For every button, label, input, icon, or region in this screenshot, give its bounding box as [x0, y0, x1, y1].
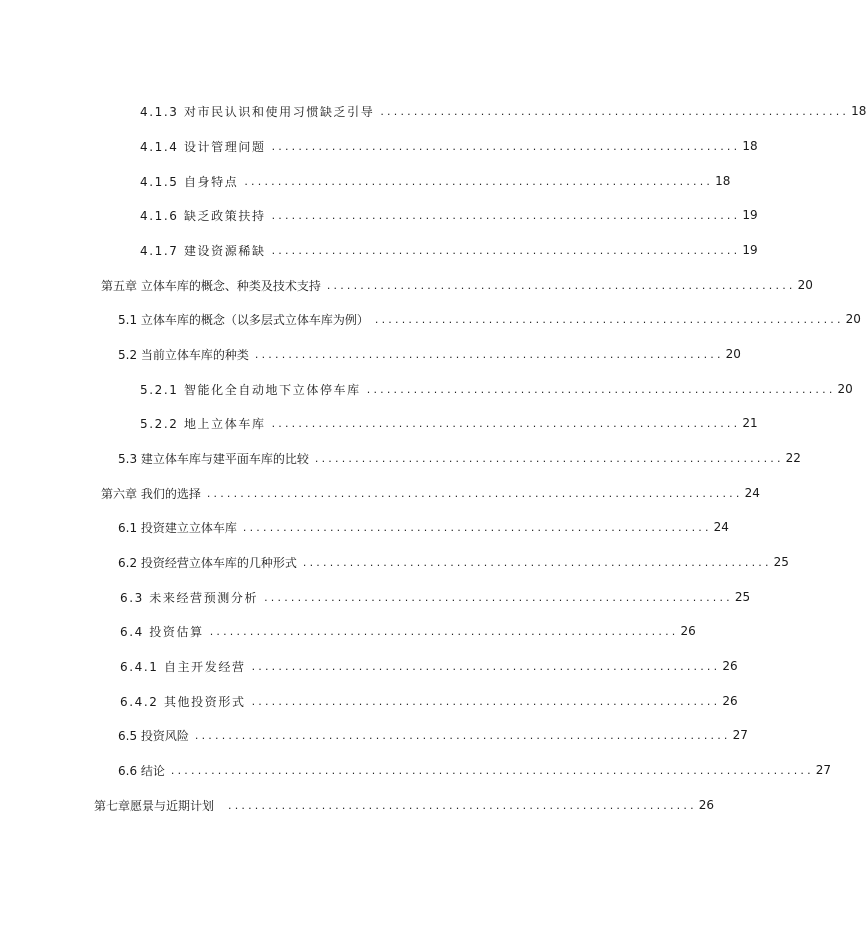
toc-leader-dots: ......................................................................	[271, 139, 741, 153]
toc-entry-page: 19	[742, 208, 758, 222]
toc-entry-5-2[interactable]	[118, 344, 741, 364]
toc-entry-5-2-1[interactable]	[140, 379, 853, 399]
toc-entry-6-2[interactable]	[118, 552, 789, 572]
toc-entry-label: 6.4 投资估算	[120, 624, 204, 639]
toc-entry-label: 6.4.2 其他投资形式	[120, 694, 246, 709]
toc-entry-page: 18	[851, 104, 866, 118]
toc-entry-page: 27	[732, 728, 748, 742]
toc-entry-chapter-6[interactable]	[101, 483, 760, 503]
toc-entry-5-2-2[interactable]	[140, 413, 758, 433]
toc-entry-4-1-6[interactable]	[140, 205, 758, 225]
toc-entry-page: 24	[713, 520, 729, 534]
toc-leader-dots: ......................................................................	[254, 347, 724, 361]
toc-entry-label: 第七章愿景与近期计划	[94, 798, 215, 813]
toc-entry-label: 4.1.5 自身特点	[140, 174, 239, 189]
toc-entry-label: 6.3 未来经营预测分析	[120, 590, 259, 605]
toc-leader-dots: ......................................................................	[380, 104, 850, 118]
toc-leader-dots: ......................................................................	[264, 590, 733, 604]
toc-entry-label: 6.2 投资经营立体车库的几种形式	[118, 555, 297, 570]
toc-entry-label: 5.2 当前立体车库的种类	[118, 347, 249, 362]
toc-entry-page: 26	[722, 694, 738, 708]
toc-entry-page: 18	[742, 139, 758, 153]
toc-leader-dots: ................................................................................	[206, 486, 743, 500]
toc-leader-dots: ......................................................................	[242, 520, 712, 534]
toc-entry-label: 6.1 投资建立立体车库	[118, 520, 237, 535]
toc-entry-chapter-5[interactable]	[101, 275, 813, 295]
toc-entry-page: 26	[680, 624, 696, 638]
toc-entry-chapter-7[interactable]	[94, 795, 715, 815]
toc-entry-label: 4.1.6 缺乏政策扶持	[140, 208, 266, 223]
toc-entry-label: 第五章 立体车库的概念、种类及技术支持	[101, 278, 321, 293]
toc-entry-label: 4.1.7 建设资源稀缺	[140, 243, 266, 258]
toc-leader-dots: ......................................................................	[366, 382, 836, 396]
toc-entry-page: 25	[773, 555, 789, 569]
toc-leader-dots: ......................................................................	[302, 555, 772, 569]
toc-entry-6-5[interactable]	[118, 725, 748, 745]
toc-entry-5-1[interactable]	[118, 309, 861, 329]
toc-entry-label: 5.1 立体车库的概念（以多层式立体车库为例）	[118, 312, 369, 327]
toc-leader-dots: ................................................................................................	[170, 763, 814, 777]
toc-entry-page: 27	[815, 763, 832, 777]
toc-entry-page: 25	[734, 590, 751, 604]
toc-entry-label: 4.1.4 设计管理问题	[140, 139, 266, 154]
toc-entry-page: 18	[715, 174, 731, 188]
toc-leader-dots: ......................................................................	[326, 278, 796, 292]
toc-leader-dots: ......................................................................	[244, 174, 714, 188]
toc-entry-4-1-5[interactable]	[140, 171, 731, 191]
toc-entry-6-4-2[interactable]	[120, 691, 738, 711]
toc-entry-4-1-7[interactable]	[140, 240, 758, 260]
toc-leader-dots: ......................................................................	[271, 416, 741, 430]
toc-entry-6-3[interactable]	[120, 587, 751, 607]
toc-leader-dots: ......................................................................	[228, 798, 697, 812]
toc-entry-6-4-1[interactable]	[120, 656, 738, 676]
toc-leader-dots: ......................................................................	[251, 694, 721, 708]
toc-leader-dots: ......................................................................	[271, 208, 741, 222]
toc-entry-4-1-4[interactable]	[140, 136, 758, 156]
toc-entry-6-6[interactable]	[118, 760, 832, 780]
toc-entry-page: 20	[725, 347, 741, 361]
toc-leader-dots: ......................................................................	[271, 243, 741, 257]
toc-entry-page: 20	[797, 278, 813, 292]
toc-entry-page: 20	[837, 382, 853, 396]
toc-entry-label: 5.3 建立体车库与建平面车库的比较	[118, 451, 309, 466]
toc-leader-dots: ......................................................................	[209, 624, 679, 638]
toc-entry-page: 26	[722, 659, 738, 673]
toc-leader-dots: ......................................................................	[314, 451, 784, 465]
toc-entry-page: 22	[785, 451, 801, 465]
toc-entry-label: 6.4.1 自主开发经营	[120, 659, 246, 674]
toc-entry-6-1[interactable]	[118, 517, 729, 537]
toc-entry-label: 4.1.3 对市民认识和使用习惯缺乏引导	[140, 104, 375, 119]
toc-leader-dots: ......................................................................	[251, 659, 721, 673]
toc-entry-4-1-3[interactable]	[140, 101, 866, 121]
toc-entry-page: 20	[845, 312, 861, 326]
toc-entry-5-3[interactable]	[118, 448, 801, 468]
toc-leader-dots: ................................................................................	[194, 728, 731, 742]
toc-entry-page: 21	[742, 416, 758, 430]
toc-entry-label: 5.2.2 地上立体车库	[140, 416, 266, 431]
toc-entry-label: 6.6 结论	[118, 763, 165, 778]
toc-entry-6-4[interactable]	[120, 621, 696, 641]
toc-entry-label: 第六章 我们的选择	[101, 486, 201, 501]
toc-entry-label: 6.5 投资风险	[118, 728, 189, 743]
toc-entry-label: 5.2.1 智能化全自动地下立体停车库	[140, 382, 361, 397]
toc-entry-page: 19	[742, 243, 758, 257]
toc-leader-dots: ......................................................................	[374, 312, 844, 326]
toc-entry-page: 24	[744, 486, 760, 500]
toc-entry-page: 26	[698, 798, 715, 812]
